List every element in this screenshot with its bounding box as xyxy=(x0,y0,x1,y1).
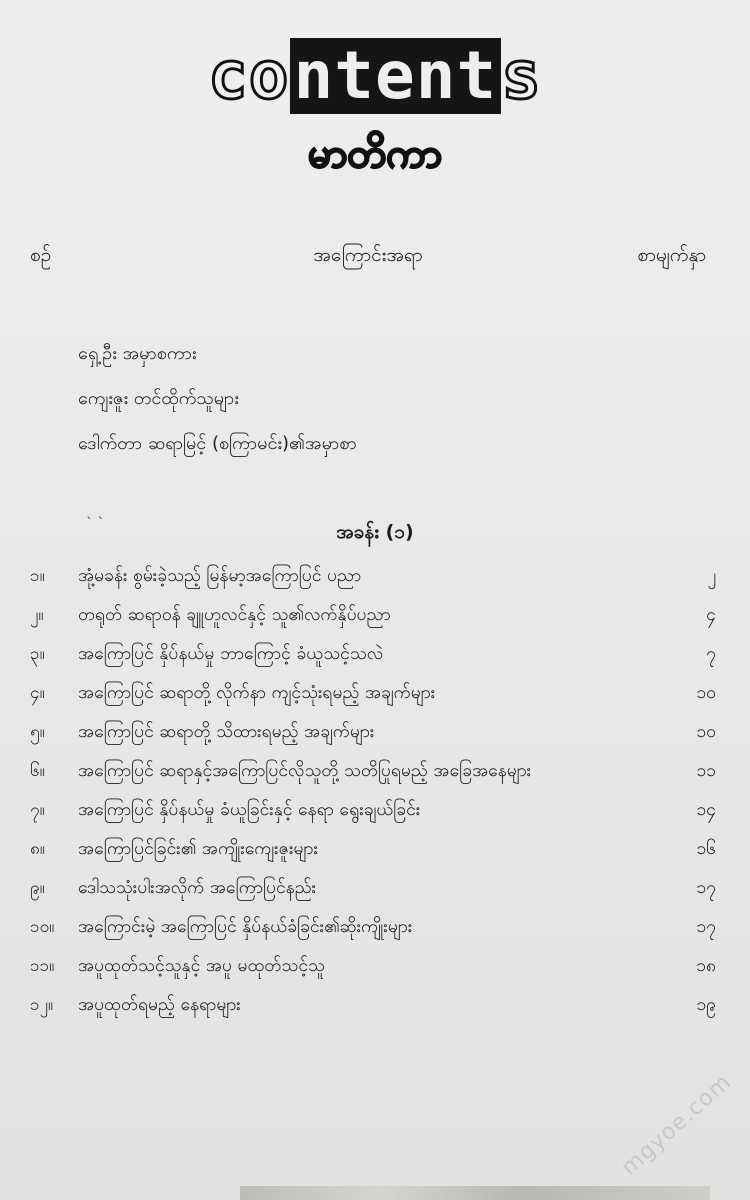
toc-row xyxy=(30,563,716,602)
intro-item: ဒေါက်တာ ဆရာမြင့် (စကြာမင်း)၏အမှာစာ xyxy=(78,433,357,454)
toc-number: ၄။ xyxy=(30,683,45,703)
toc-text: အကြောင်းမဲ့ အကြောပြင် နှိပ်နယ်ခံခြင်း၏ဆိုးကျိုးများ xyxy=(78,917,413,937)
toc-number: ၆။ xyxy=(30,761,45,781)
toc-page: ၁၆ xyxy=(696,839,716,859)
toc-text: အပူထုတ်ရမည့် နေရာများ xyxy=(78,995,241,1015)
toc-row xyxy=(30,602,716,641)
header-number: စဉ် xyxy=(30,244,52,266)
toc-number: ၁၀။ xyxy=(30,917,55,937)
title-part-outline-1: co xyxy=(208,37,290,114)
myanmar-subtitle: မာတိကာ xyxy=(308,131,442,177)
toc-text: အကြောပြင် ဆရာတို့ သိထားရမည့် အချက်များ xyxy=(78,722,375,742)
toc-page: ၁၇ xyxy=(696,917,716,937)
toc-row xyxy=(30,875,716,914)
toc-number: ၇။ xyxy=(30,800,45,820)
toc-list xyxy=(30,563,716,1031)
column-headers xyxy=(30,243,706,273)
toc-number: ၈။ xyxy=(30,839,45,859)
toc-text: အပူထုတ်သင့်သူနှင့် အပူ မထုတ်သင့်သူ xyxy=(78,956,325,976)
toc-number: ၅။ xyxy=(30,722,45,742)
toc-text: အကြောပြင် နှိပ်နယ်မှု ဘာကြောင့် ခံယူသင့်သလဲ xyxy=(78,644,384,664)
toc-number: ၁။ xyxy=(30,566,45,586)
toc-row xyxy=(30,797,716,836)
toc-text: အကြောပြင် နှိပ်နယ်မှု ခံယူခြင်းနှင့် နေရာ ရွေးချယ်ခြင်း xyxy=(78,800,421,820)
toc-page: ၁၀ xyxy=(696,683,716,703)
intro-item: ရှေ့ဦး အမှာစကား xyxy=(78,343,197,364)
header-topic: အကြောင်းအရာ xyxy=(313,244,423,266)
toc-page: ၇ xyxy=(706,644,716,664)
toc-page: ၁၀ xyxy=(696,722,716,742)
contents-title xyxy=(0,38,750,114)
toc-text: အကြောပြင် ဆရာတို့ လိုက်နာ ကျင့်သုံးရမည့် အချက်များ xyxy=(78,683,436,703)
toc-number: ၃။ xyxy=(30,644,45,664)
toc-row xyxy=(30,719,716,758)
watermark: mgyoe.com xyxy=(616,1069,736,1181)
toc-page: ၁၄ xyxy=(696,800,716,820)
toc-number: ၁၁။ xyxy=(30,956,55,976)
toc-row xyxy=(30,953,716,992)
header-page: စာမျက်နှာ xyxy=(637,244,706,266)
intro-item: ကျေးဇူး တင်ထိုက်သူများ xyxy=(78,388,239,409)
toc-row xyxy=(30,641,716,680)
toc-row xyxy=(30,914,716,953)
toc-page: ၁၇ xyxy=(696,878,716,898)
toc-page: ၄ xyxy=(706,605,716,625)
toc-text: အုံ့မခန်း စွမ်းခဲ့သည့် မြန်မာ့အကြောပြင် ပညာ xyxy=(78,566,362,586)
stray-marks: ` ˋ xyxy=(86,516,105,532)
section-title: အခန်း (၁) xyxy=(336,521,414,543)
toc-page: ၁၈ xyxy=(696,956,716,976)
toc-number: ၁၂။ xyxy=(30,995,54,1015)
toc-row xyxy=(30,992,716,1031)
toc-text: ဒေါသသုံးပါးအလိုက် အကြောပြင်နည်း xyxy=(78,878,317,898)
toc-page: ၁၁ xyxy=(696,761,716,781)
toc-number: ၂။ xyxy=(30,605,44,625)
toc-text: အကြောပြင် ဆရာနှင့်အကြောပြင်လိုသူတို့ သတိပြုရမည့် အခြေအနေများ xyxy=(78,761,532,781)
toc-text: အကြောပြင်ခြင်း၏ အကျိုးကျေးဇူးများ xyxy=(78,839,318,859)
title-part-outline-2: s xyxy=(501,37,542,114)
toc-number: ၉။ xyxy=(30,878,45,898)
toc-page: ၁၉ xyxy=(696,995,716,1015)
title-part-boxed: ntent xyxy=(290,38,502,114)
toc-row xyxy=(30,758,716,797)
toc-row xyxy=(30,680,716,719)
toc-text: တရုတ် ဆရာဝန် ချူဟူလင်နှင့် သူ၏လက်နှိပ်ပညာ xyxy=(78,605,391,625)
page-edge-strip xyxy=(240,1186,710,1200)
intro-list xyxy=(78,340,357,475)
toc-row xyxy=(30,836,716,875)
toc-page: ၂ xyxy=(707,566,716,586)
